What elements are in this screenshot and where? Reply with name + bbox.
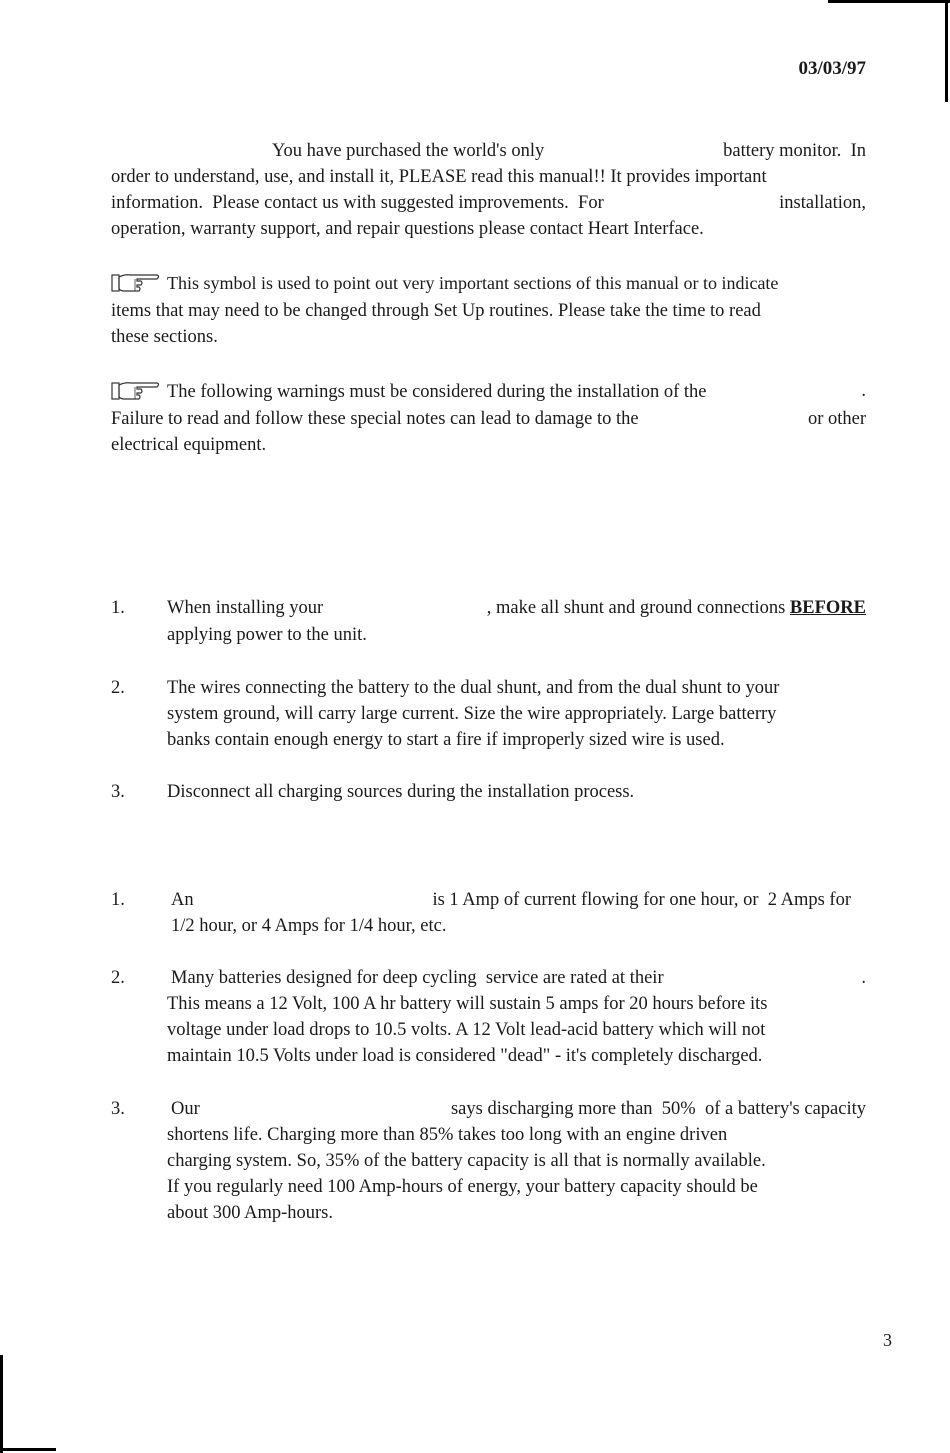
warning-note-line-3: electrical equipment.: [111, 435, 267, 455]
fact-3-line-4: If you regularly need 100 Amp-hours of energy, your battery capacity should be: [167, 1177, 758, 1197]
symbol-note-line-1: This symbol is used to point out very important sections of this manual or to indicate: [167, 273, 779, 293]
crop-mark-top-right-vertical: [945, 0, 948, 102]
warning-2-line-3: banks contain enough energy to start a fire if improperly sized wire is used.: [167, 730, 725, 750]
intro-line-4: operation, warranty support, and repair questions please contact Heart Interface.: [111, 219, 704, 239]
list-number: 2.: [111, 678, 125, 698]
list-number: 2.: [111, 968, 125, 988]
warning-1-text-a: When installing your: [167, 598, 324, 618]
pointing-hand-icon: [111, 270, 161, 294]
list-number: 3.: [111, 782, 125, 802]
warning-2-line-2: system ground, will carry large current. Size the wire appropriately. Large batterry: [167, 704, 777, 724]
intro-line-1a: You have purchased the world's only: [272, 141, 545, 161]
crop-mark-bottom-left: [0, 1448, 56, 1451]
intro-line-3b: installation,: [779, 193, 866, 213]
warning-1-line-2: applying power to the unit.: [167, 625, 367, 645]
fact-3-text-a: Our: [171, 1099, 200, 1119]
fact-1-text-a: An: [171, 890, 194, 910]
warning-3-line-1: Disconnect all charging sources during the installation process.: [167, 782, 635, 802]
fact-1-line-2: 1/2 hour, or 4 Amps for 1/4 hour, etc.: [171, 916, 447, 936]
pointing-hand-icon: [111, 378, 161, 402]
fact-2-line-2: This means a 12 Volt, 100 A hr battery will sustain 5 amps for 20 hours before its: [167, 994, 768, 1014]
list-number: 3.: [111, 1099, 125, 1119]
symbol-note-line-2: items that may need to be changed through Set Up routines. Please take the time to read: [111, 301, 761, 321]
fact-2-text-a: Many batteries designed for deep cycling service are rated at their: [171, 968, 664, 988]
page-number: 3: [883, 1330, 892, 1350]
crop-mark-bottom-left-vertical: [0, 1355, 3, 1453]
warning-note-line-2a: Failure to read and follow these special notes can lead to damage to the: [111, 409, 639, 429]
warning-note-line-1a: The following warnings must be considered during the installation of the: [167, 382, 707, 402]
intro-line-2: order to understand, use, and install it, PLEASE read this manual!! It provides important: [111, 167, 767, 187]
fact-2-line-3: voltage under load drops to 10.5 volts. A 12 Volt lead-acid battery which will not: [167, 1020, 766, 1040]
list-number: 1.: [111, 598, 125, 618]
fact-2-line-4: maintain 10.5 Volts under load is considered "dead" - it's completely discharged.: [167, 1046, 763, 1066]
intro-line-3a: information. Please contact us with suggested improvements. For: [111, 193, 604, 213]
warning-2-line-1: The wires connecting the battery to the dual shunt, and from the dual shunt to your: [167, 678, 780, 698]
fact-2-text-b: .: [861, 968, 866, 988]
crop-mark-top-right: [828, 0, 950, 3]
warning-note-line-1b: .: [861, 381, 866, 401]
fact-3-text-b: says discharging more than 50% of a battery's capacity: [450, 1099, 866, 1119]
warning-note-line-2b: or other: [807, 409, 866, 429]
fact-1-text-b: is 1 Amp of current flowing for one hour, or 2 Amps for: [432, 890, 851, 910]
fact-3-line-3: charging system. So, 35% of the battery capacity is all that is normally available.: [167, 1151, 766, 1171]
warning-1-text-b: , make all shunt and ground connections: [486, 598, 786, 618]
symbol-note-line-3: these sections.: [111, 327, 218, 347]
fact-3-line-5: about 300 Amp-hours.: [167, 1203, 333, 1223]
fact-3-line-2: shortens life. Charging more than 85% takes too long with an engine driven: [167, 1125, 728, 1145]
warning-1-emphasis: BEFORE: [789, 598, 866, 618]
list-number: 1.: [111, 890, 125, 910]
intro-line-1b: battery monitor. In: [723, 141, 866, 161]
document-date: 03/03/97: [798, 58, 866, 79]
